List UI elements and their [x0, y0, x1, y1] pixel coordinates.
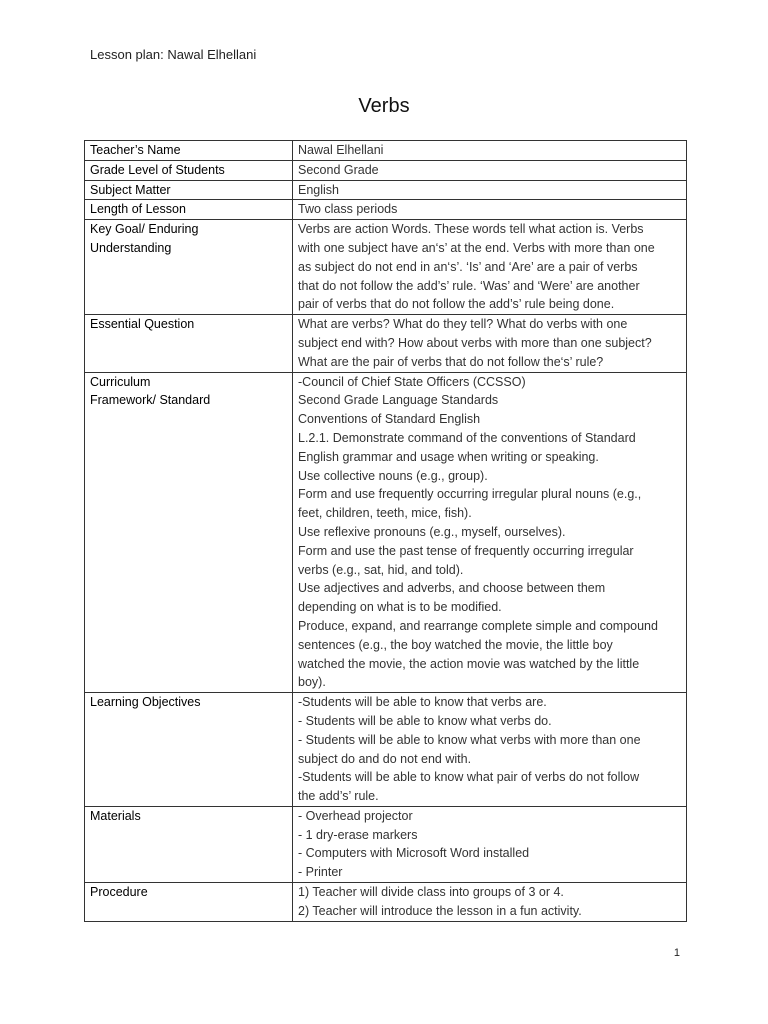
row-label: [85, 883, 293, 922]
row-label: [85, 220, 293, 315]
row-value-line: What are the pair of verbs that do not follow the‘s’ rule?: [298, 354, 604, 369]
row-value-line: Form and use the past tense of frequently occurring irregular: [298, 543, 634, 558]
row-value-line: Conventions of Standard English: [298, 412, 481, 427]
row-value-line: English: [298, 182, 339, 197]
table-row: [85, 180, 687, 200]
row-label-line: Teacher’s Name: [90, 143, 181, 157]
row-value-line: verbs (e.g., sat, hid, and told).: [298, 562, 464, 577]
row-value-line: Nawal Elhellani: [298, 143, 384, 157]
row-label-line: Grade Level of Students: [90, 162, 225, 177]
row-value-line: Use adjectives and adverbs, and choose between them: [298, 581, 606, 596]
row-value-line: -Students will be able to know what pair of verbs do not follow: [298, 770, 640, 785]
row-value-line: that do not follow the add’s’ rule. ‘Was’ and ‘Were’ are another: [298, 278, 640, 293]
row-value-line: depending on what is to be modified.: [298, 600, 502, 615]
row-value-line: - Printer: [298, 865, 343, 880]
row-label-line: Framework/ Standard: [90, 393, 211, 408]
row-value-line: Form and use frequently occurring irregular plural nouns (e.g.,: [298, 487, 642, 502]
row-value: [293, 160, 687, 180]
row-label: [85, 693, 293, 807]
row-value: [293, 693, 687, 807]
row-value: [293, 141, 687, 161]
page-number: 1: [673, 947, 680, 959]
row-value-line: What are verbs? What do they tell? What do verbs with one: [298, 317, 628, 332]
row-label-line: Length of Lesson: [90, 202, 186, 217]
row-value-line: - Students will be able to know what verbs do.: [298, 713, 552, 728]
table-row: [85, 141, 687, 161]
row-label: [85, 372, 293, 693]
row-value: [293, 372, 687, 693]
row-value-line: Produce, expand, and rearrange complete simple and compound: [298, 618, 658, 633]
row-value-line: 2) Teacher will introduce the lesson in a fun activity.: [298, 903, 582, 918]
row-value-line: 1) Teacher will divide class into groups of 3 or 4.: [298, 885, 564, 900]
row-value-line: feet, children, teeth, mice, fish).: [298, 506, 472, 521]
row-value-line: English grammar and usage when writing or speaking.: [298, 449, 599, 464]
row-label: [85, 160, 293, 180]
row-label-line: Key Goal/ Enduring: [90, 222, 199, 237]
row-value-line: with one subject have an‘s’ at the end. Verbs with more than one: [298, 240, 655, 255]
row-label: [85, 141, 293, 161]
row-value-line: - Computers with Microsoft Word installed: [298, 846, 530, 861]
row-value-line: - Students will be able to know what verbs with more than one: [298, 732, 641, 747]
row-value-line: Verbs are action Words. These words tell what action is. Verbs: [298, 222, 644, 237]
table-row: [85, 693, 687, 807]
row-value-line: Two class periods: [298, 202, 398, 217]
lesson-plan-body: [85, 141, 687, 922]
lesson-plan-table: [84, 140, 687, 922]
row-value-line: -Students will be able to know that verbs are.: [298, 695, 547, 710]
table-row: [85, 200, 687, 220]
row-value-line: the add’s’ rule.: [298, 789, 379, 804]
row-value-line: L.2.1. Demonstrate command of the conventions of Standard: [298, 430, 636, 445]
row-label-line: Subject Matter: [90, 182, 171, 197]
row-value-line: watched the movie, the action movie was watched by the little: [298, 656, 640, 671]
row-value-line: subject end with? How about verbs with more than one subject?: [298, 335, 652, 350]
row-value-line: -Council of Chief State Officers (CCSSO): [298, 374, 526, 389]
row-value-line: Second Grade Language Standards: [298, 393, 499, 408]
table-row: [85, 160, 687, 180]
row-value: [293, 180, 687, 200]
row-label-line: Curriculum: [90, 374, 151, 389]
table-row: [85, 315, 687, 372]
row-label-line: Procedure: [90, 885, 148, 900]
row-label: [85, 315, 293, 372]
row-label-line: Understanding: [90, 240, 172, 255]
row-label: [85, 180, 293, 200]
row-label-line: Materials: [90, 808, 141, 823]
row-value-line: - Overhead projector: [298, 808, 413, 823]
document-title: Verbs: [358, 95, 410, 117]
table-row: [85, 806, 687, 882]
row-label-line: Learning Objectives: [90, 695, 201, 710]
row-value-line: pair of verbs that do not follow the add’s’ rule being done.: [298, 297, 615, 312]
row-value-line: - 1 dry-erase markers: [298, 827, 418, 842]
row-value: [293, 883, 687, 922]
row-value-line: as subject do not end in an‘s’. ‘Is’ and ‘Are’ are a pair of verbs: [298, 259, 638, 274]
row-value-line: subject do and do not end with.: [298, 751, 472, 766]
row-value-line: sentences (e.g., the boy watched the movie, the little boy: [298, 637, 613, 652]
row-value: [293, 220, 687, 315]
row-value-line: Second Grade: [298, 162, 379, 177]
row-value: [293, 200, 687, 220]
table-row: [85, 372, 687, 693]
table-row: [85, 883, 687, 922]
running-head: Lesson plan: Nawal Elhellani: [90, 47, 257, 62]
row-label: [85, 200, 293, 220]
row-value: [293, 315, 687, 372]
row-label-line: Essential Question: [90, 317, 195, 332]
row-value-line: Use collective nouns (e.g., group).: [298, 468, 488, 483]
row-value-line: Use reflexive pronouns (e.g., myself, ourselves).: [298, 524, 566, 539]
row-value: [293, 806, 687, 882]
row-value-line: boy).: [298, 675, 326, 690]
row-label: [85, 806, 293, 882]
table-row: [85, 220, 687, 315]
